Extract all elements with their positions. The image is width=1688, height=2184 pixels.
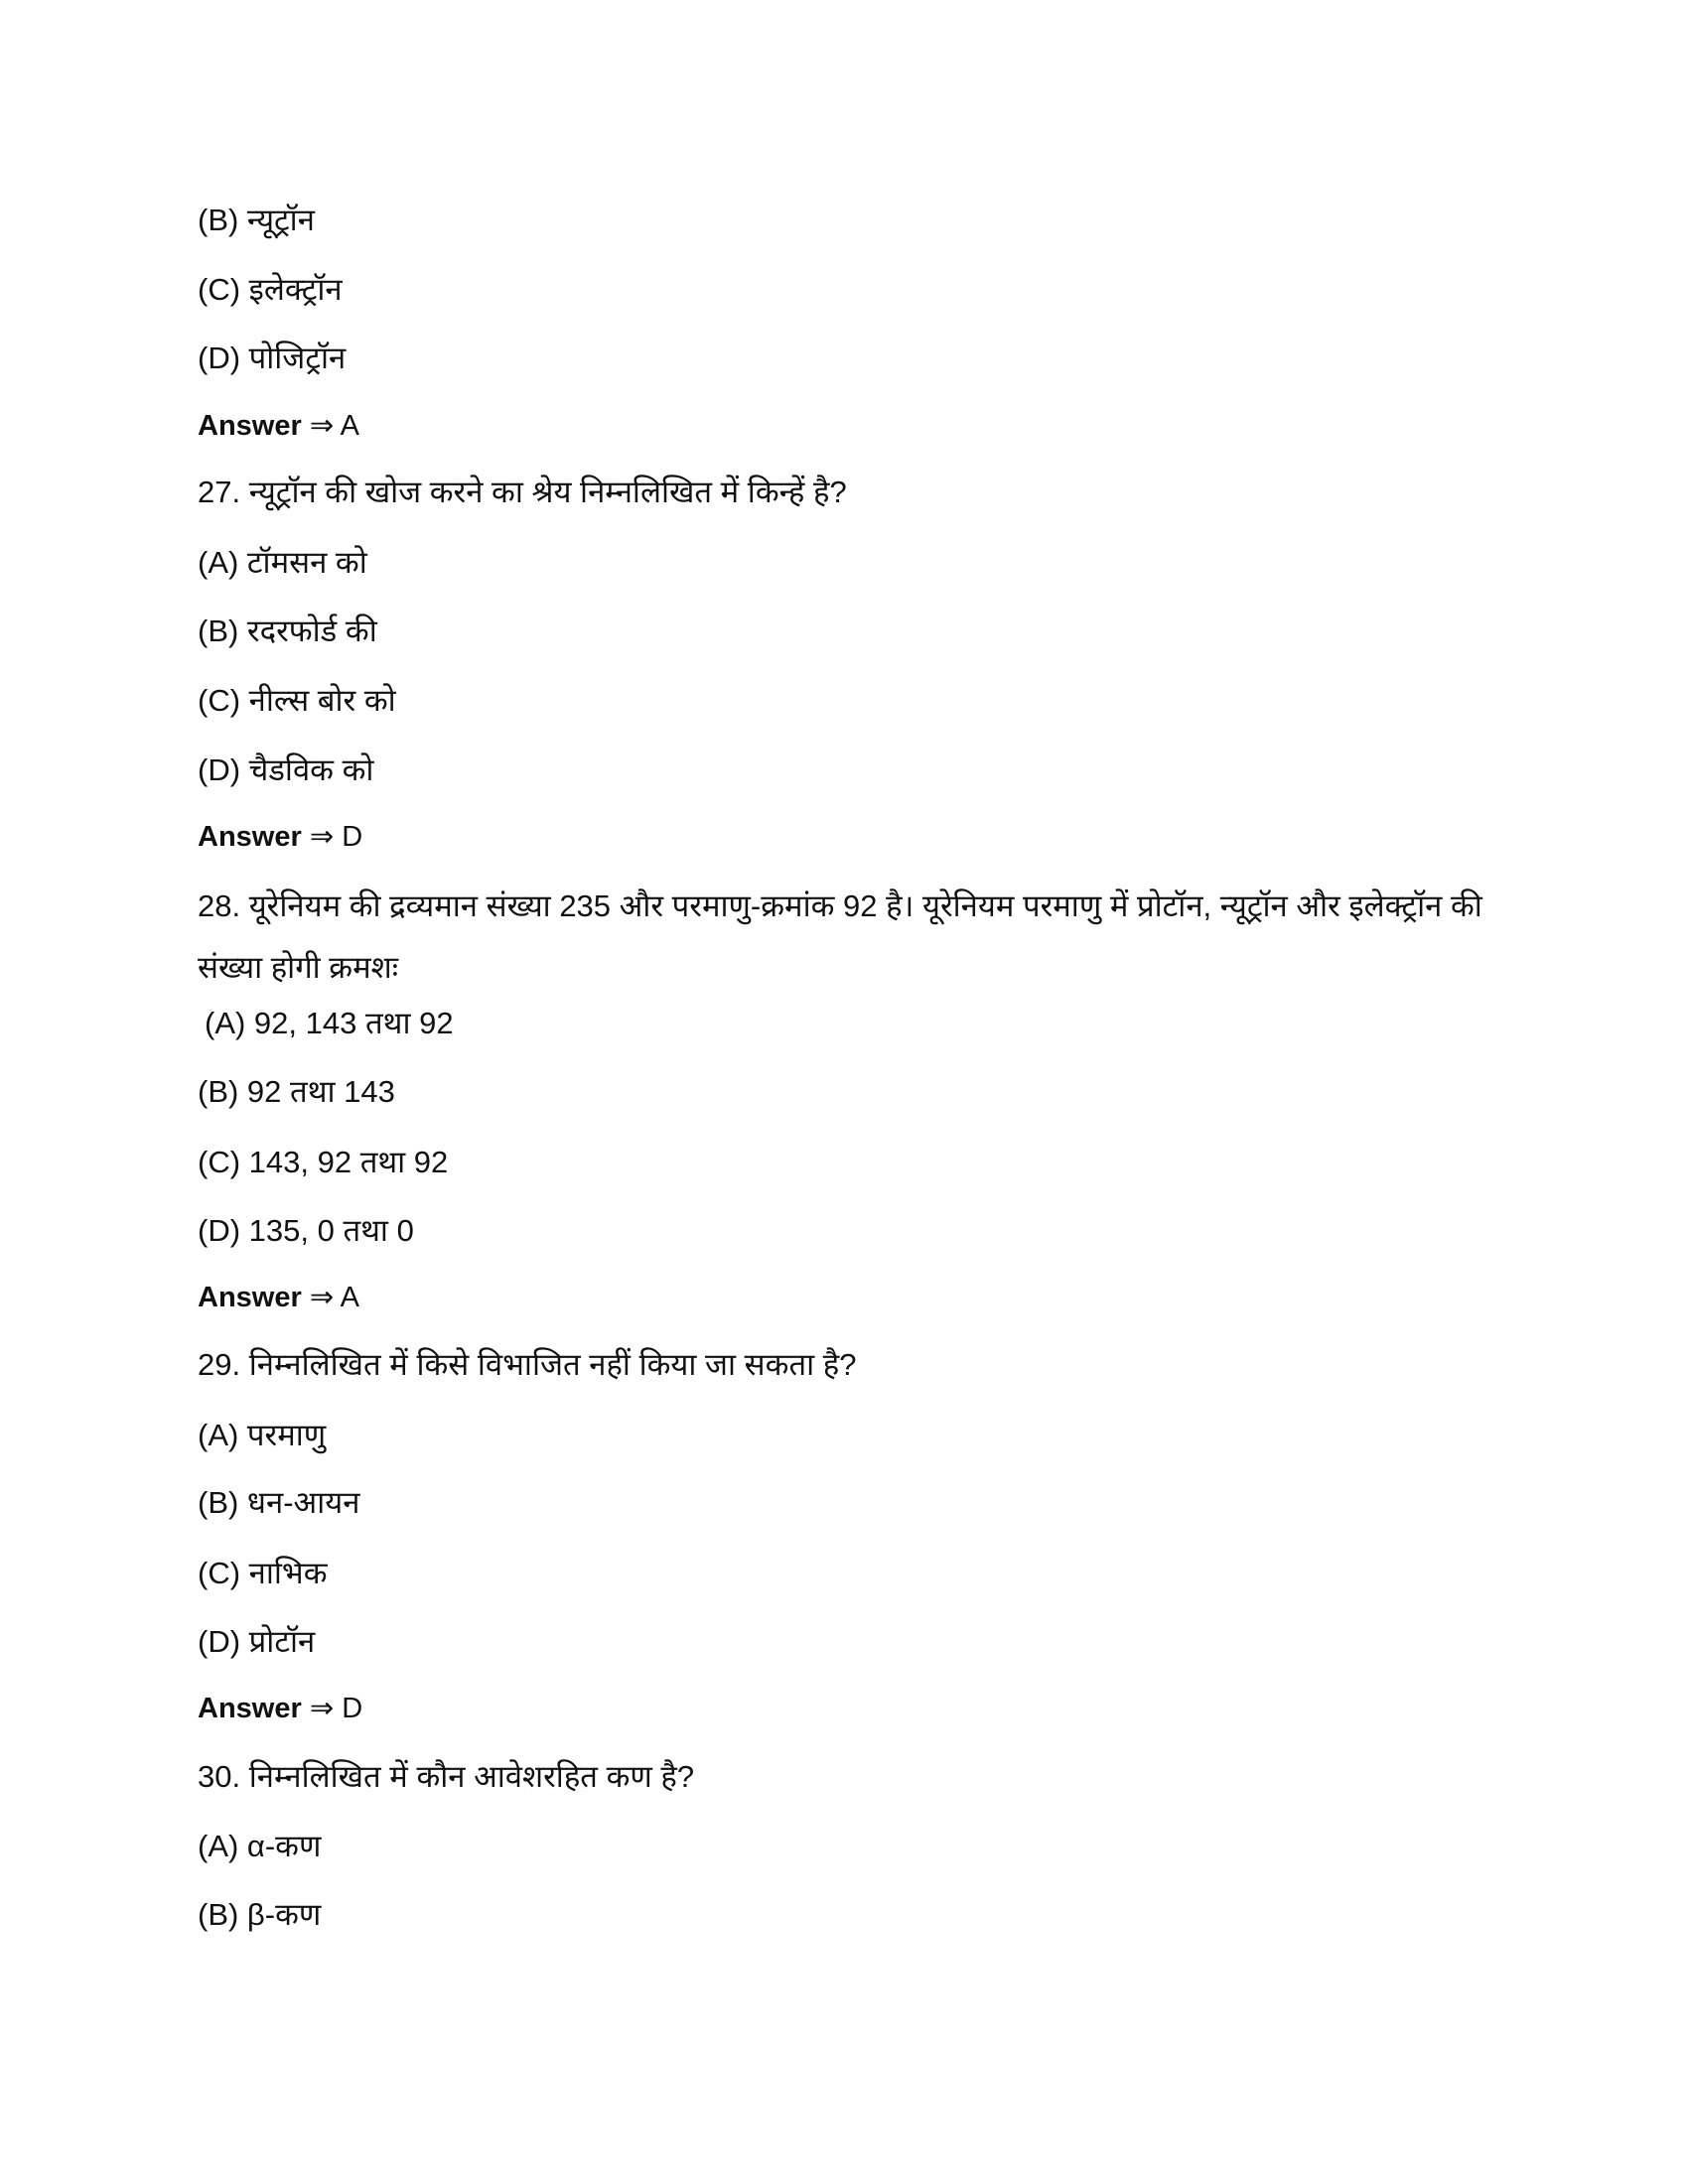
answer-label: Answer	[198, 821, 302, 853]
q28-option-d: (D) 135, 0 तथा 0	[198, 1213, 414, 1248]
answer-value: D	[342, 1693, 363, 1724]
q29-answer	[198, 1689, 362, 1728]
q27-option-d: (D) चैडविक को	[198, 752, 374, 787]
q26-option-c: (C) इलेक्ट्रॉन	[198, 272, 343, 307]
q27-question: 27. न्यूट्रॉन की खोज करने का श्रेय निम्नलिखित में किन्हें है?	[198, 475, 847, 509]
q28-answer	[198, 1278, 359, 1317]
answer-value: D	[342, 821, 363, 853]
q27-option-a: (A) टॉमसन को	[198, 545, 367, 580]
arrow-icon: ⇒	[309, 1282, 335, 1313]
q26-option-b: (B) न्यूट्रॉन	[198, 203, 315, 237]
q29-option-c: (C) नाभिक	[198, 1556, 328, 1590]
q26-answer	[198, 406, 359, 446]
q29-option-a: (A) परमाणु	[198, 1418, 327, 1452]
q27-option-c: (C) नील्स बोर को	[198, 683, 396, 718]
answer-value: A	[340, 1282, 359, 1313]
q29-option-d: (D) प्रोटॉन	[198, 1624, 316, 1659]
answer-value: A	[340, 410, 359, 442]
q28-option-b: (B) 92 तथा 143	[198, 1074, 395, 1109]
q26-option-d: (D) पोजिट्रॉन	[198, 341, 347, 375]
arrow-icon: ⇒	[309, 410, 335, 442]
arrow-icon: ⇒	[309, 1693, 335, 1724]
answer-label: Answer	[198, 410, 302, 442]
q28-question: 28. यूरेनियम की द्रव्यमान संख्या 235 और परमाणु-क्रमांक 92 है। यूरेनियम परमाणु में प्रोटॉन, न्यूट्रॉन और इलेक्ट्रॉन की संख्या होगी क्रमशः	[198, 888, 1482, 985]
arrow-icon: ⇒	[309, 821, 335, 853]
q28-option-c: (C) 143, 92 तथा 92	[198, 1145, 449, 1179]
q29-question: 29. निम्नलिखित में किसे विभाजित नहीं किया जा सकता है?	[198, 1347, 857, 1382]
q27-answer	[198, 817, 362, 857]
q28-option-a: (A) 92, 143 तथा 92	[205, 1006, 454, 1040]
q29-option-b: (B) धन-आयन	[198, 1485, 360, 1520]
q30-option-b: (B) β-कण	[198, 1897, 322, 1932]
q30-question: 30. निम्नलिखित में कौन आवेशरहित कण है?	[198, 1759, 695, 1794]
answer-label: Answer	[198, 1282, 302, 1313]
answer-label: Answer	[198, 1693, 302, 1724]
q27-option-b: (B) रदरफोर्ड की	[198, 614, 377, 648]
q30-option-a: (A) α-कण	[198, 1829, 322, 1863]
